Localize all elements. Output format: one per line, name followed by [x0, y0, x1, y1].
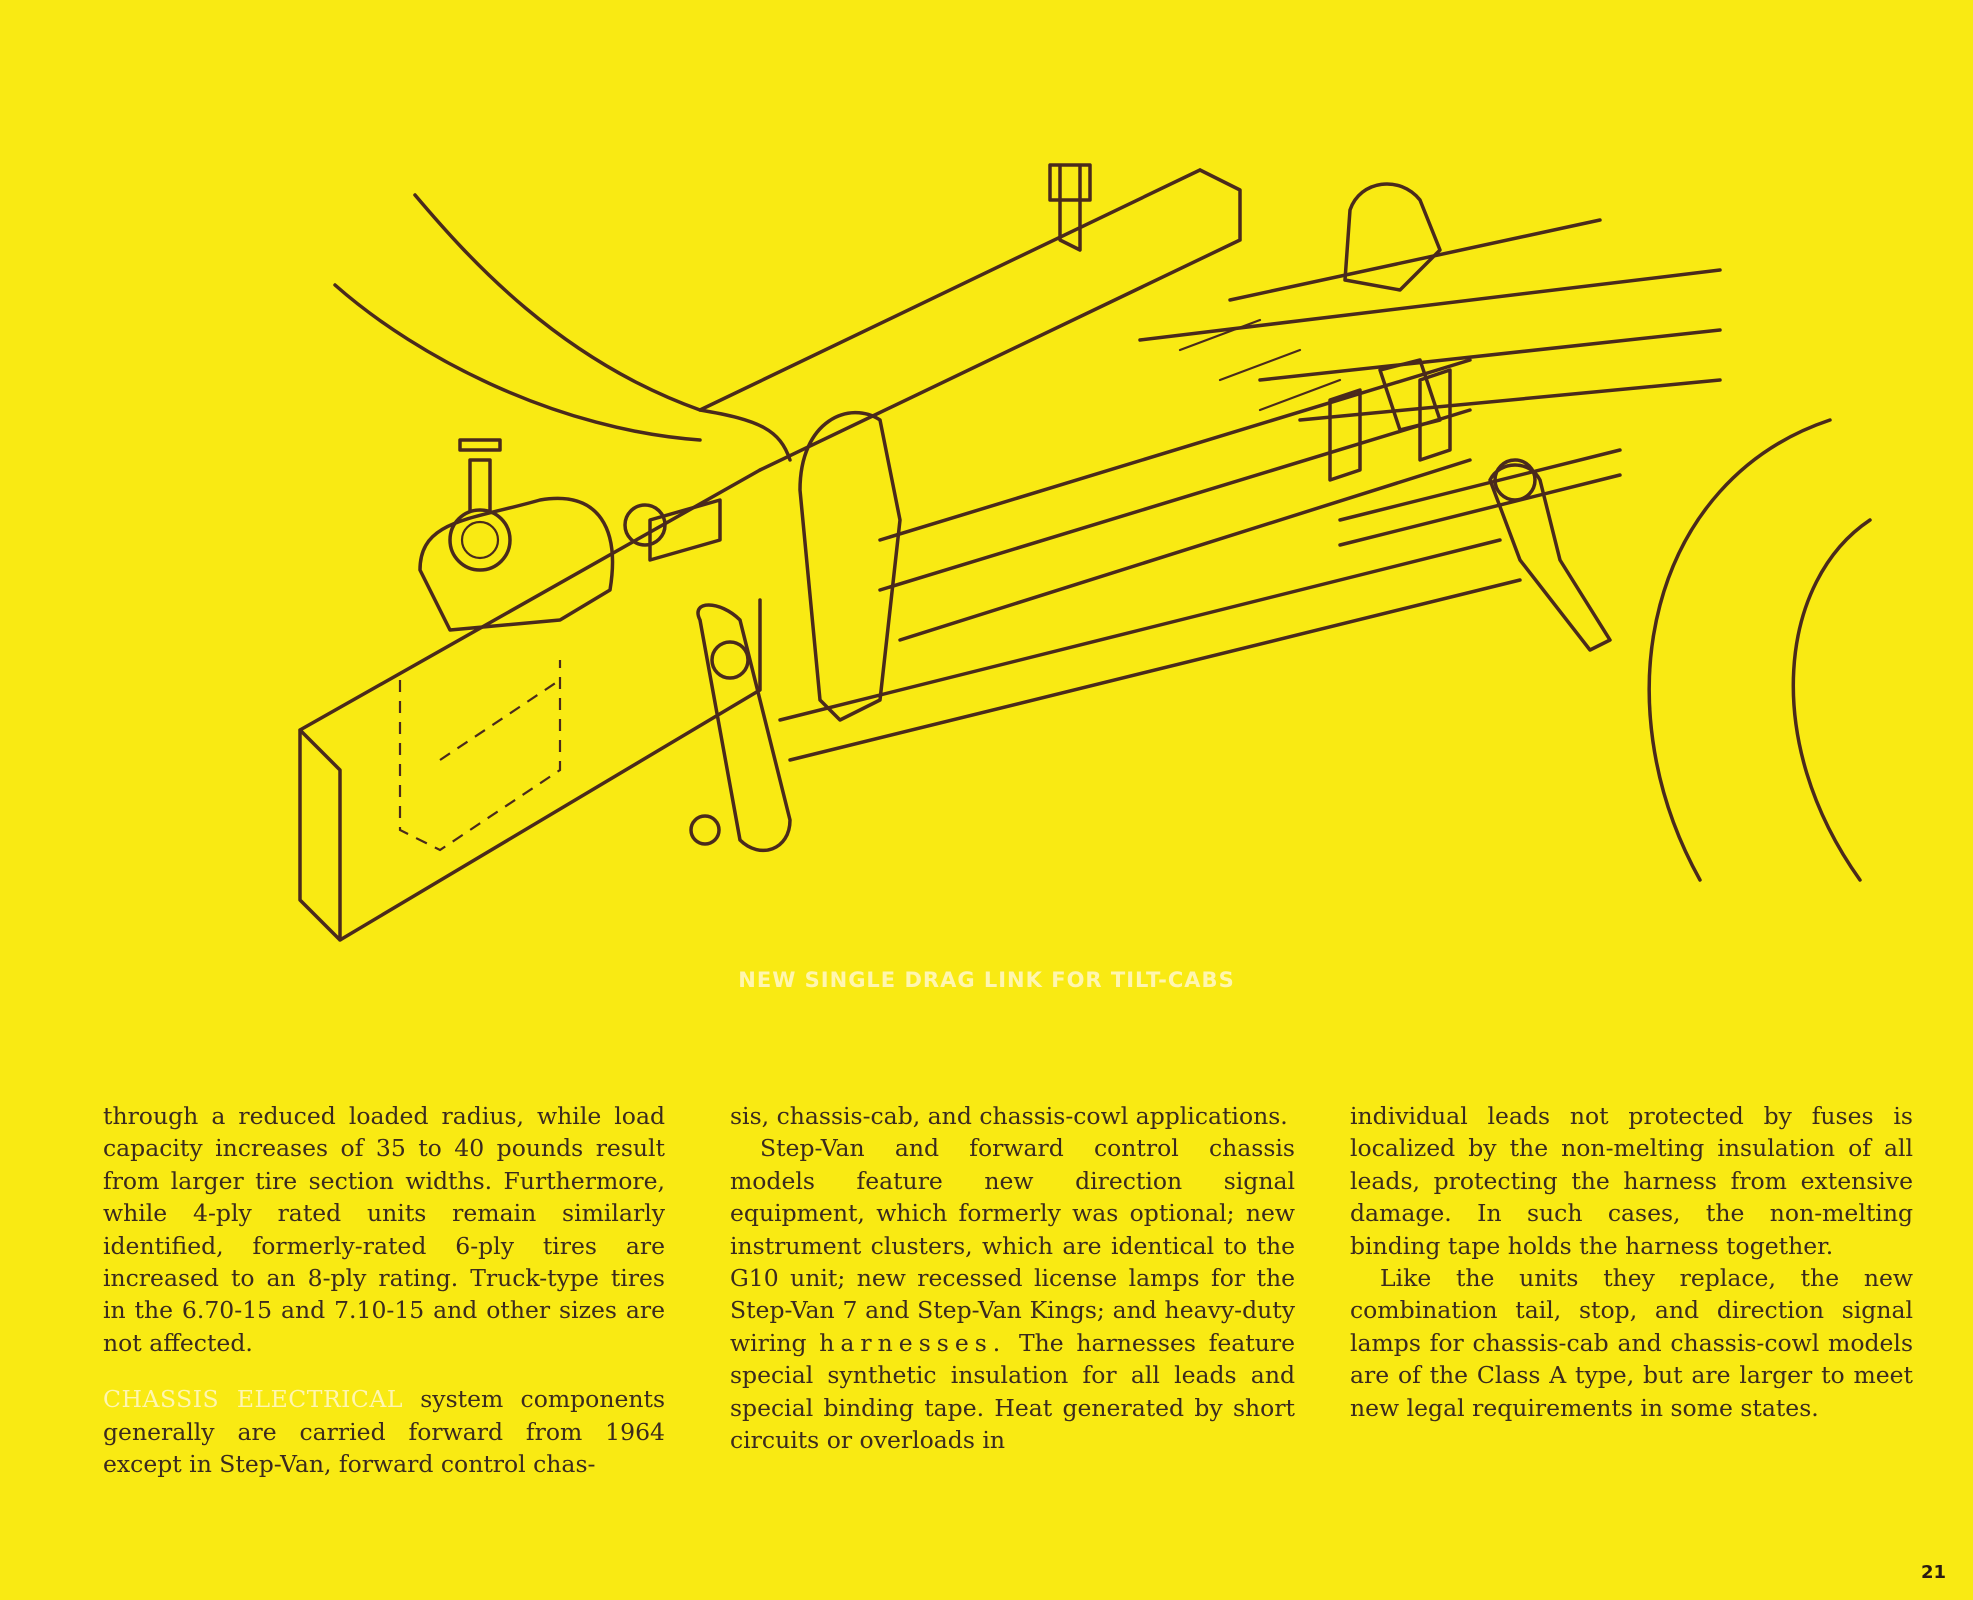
paragraph: sis, chassis-cab, and chassis-cowl applications. [730, 1102, 1288, 1130]
section-lead: CHASSIS ELECTRICAL [103, 1385, 403, 1414]
page-number: 21 [1920, 1562, 1946, 1583]
spring-hanger [800, 413, 900, 720]
text-column-2 [730, 1100, 1295, 1456]
paragraph-body: system components generally are carried forward from 1964 except in Step-Van, forward control chas- [103, 1385, 666, 1479]
text-column-1 [103, 1100, 665, 1480]
paragraph [730, 1132, 1295, 1456]
paragraph: individual leads not protected by fuses is localized by the non-melting insulation of all leads, protecting the harness from extensive damage. In such cases, the non-melting binding tape holds the harness together. [1350, 1102, 1913, 1260]
tie-rod [1340, 450, 1620, 545]
paragraph [103, 1383, 665, 1480]
paragraph: Like the units they replace, the new combination tail, stop, and direction signal lamps for chassis-cab and chassis-cowl models are of the Class A type, but are larger to meet new legal requirements in some states. [1350, 1264, 1913, 1422]
frame-rail [300, 470, 760, 940]
paragraph-body: The harnesses feature special synthetic insulation for all leads and special binding tape. Heat generated by short circuits or overloads in [730, 1328, 1295, 1455]
spaced-word: harnesses. [819, 1328, 1007, 1357]
figure-caption: NEW SINGLE DRAG LINK FOR TILT-CABS [738, 968, 1235, 992]
text-column-3 [1350, 1100, 1913, 1424]
upper-rail [700, 170, 1240, 470]
paragraph: through a reduced loaded radius, while load capacity increases of 35 to 40 pounds result from larger tire section widths. Furthermore, while 4-ply rated units remain similarly identified, formerly-rated 6-ply tires are increased to an 8-ply rating. Truck-type tires in the 6.70-15 and 7.10-15 and other sizes are not affected. [103, 1102, 665, 1357]
paragraph-body: Step-Van and forward control chassis models feature new direction signal equipment, which formerly was optional; new instrument clusters, which are identical to the G10 unit; new recessed license lamps for the Step-Van 7 and Step-Van Kings; and heavy-duty wiring [730, 1134, 1295, 1357]
axle [780, 540, 1520, 760]
pitman-arm [698, 605, 790, 850]
leaf-spring [880, 360, 1470, 640]
shackle [1330, 370, 1450, 480]
steering-gear [420, 498, 612, 630]
wheel-outline [1649, 420, 1870, 880]
bump-stop [1345, 184, 1440, 290]
fender [335, 195, 790, 460]
